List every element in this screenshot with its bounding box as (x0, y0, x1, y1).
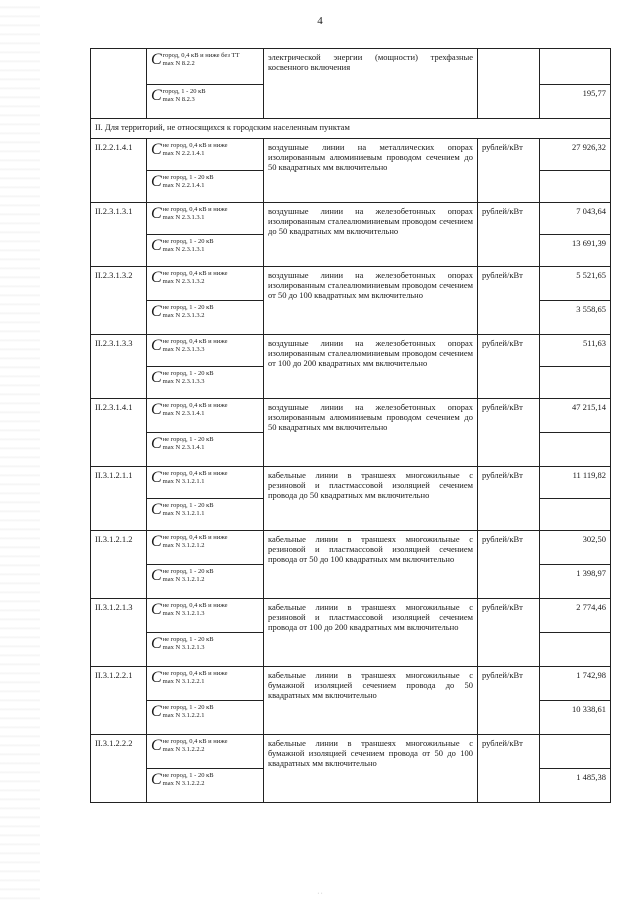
symbol-c: C (151, 369, 162, 386)
symbol-c: C (151, 303, 162, 320)
tariff-symbol-cell (147, 667, 264, 701)
tariff-table (90, 48, 611, 803)
symbol-c: C (151, 501, 162, 518)
tariff-symbol (151, 402, 259, 418)
tariff-symbol-cell (147, 735, 264, 769)
symbol-c: C (151, 87, 162, 104)
unit-cell: рублей/кВт (478, 335, 540, 399)
symbol-superscript: не город, 1 - 20 кВ (162, 238, 214, 245)
description-cell: электрической энергии (мощности) трехфазные косвенного включения (264, 49, 478, 119)
tariff-symbol-cell (147, 769, 264, 803)
symbol-c: C (151, 337, 162, 354)
table-row (91, 203, 611, 235)
tariff-symbol (151, 704, 259, 720)
unit-cell: рублей/кВт (478, 203, 540, 267)
unit-cell: рублей/кВт (478, 735, 540, 803)
tariff-value (540, 49, 611, 85)
tariff-symbol-cell (147, 499, 264, 531)
table-row (91, 399, 611, 433)
table-row (91, 49, 611, 85)
description-cell: кабельные линии в траншеях многожильные с резиновой и пластмассовой изоляцией сечением провода от 100 до 200 квадратных мм включительно (264, 599, 478, 667)
table-row (91, 335, 611, 367)
symbol-subscript: max N 3.1.2.2.1 (162, 678, 205, 685)
symbol-c: C (151, 703, 162, 720)
code-cell: II.2.3.1.3.3 (91, 335, 147, 399)
table-row (91, 531, 611, 565)
table-row (91, 267, 611, 301)
symbol-subscript: max N 8.2.2 (162, 60, 195, 67)
symbol-superscript: не город, 1 - 20 кВ (162, 568, 214, 575)
tariff-symbol (151, 142, 259, 158)
table-row (91, 735, 611, 769)
symbol-c: C (151, 435, 162, 452)
table-row (91, 139, 611, 171)
unit-cell (478, 49, 540, 119)
tariff-value: 195,77 (540, 85, 611, 119)
tariff-symbol (151, 52, 259, 68)
symbol-subscript: max N 3.1.2.1.3 (162, 644, 205, 651)
symbol-subscript: max N 3.1.2.1.2 (162, 576, 205, 583)
symbol-c: C (151, 469, 162, 486)
symbol-c: C (151, 669, 162, 686)
symbol-superscript: не город, 0,4 кВ и ниже (162, 670, 228, 677)
symbol-subscript: max N 8.2.3 (162, 96, 195, 103)
description-cell: кабельные линии в траншеях многожильные с резиновой и пластмассовой изоляцией сечением провода до 50 квадратных мм включительно (264, 467, 478, 531)
tariff-symbol (151, 370, 259, 386)
code-cell: II.3.1.2.1.3 (91, 599, 147, 667)
tariff-symbol (151, 772, 259, 788)
symbol-c: C (151, 737, 162, 754)
tariff-symbol (151, 270, 259, 286)
symbol-superscript: город, 1 - 20 кВ (162, 88, 206, 95)
symbol-c: C (151, 601, 162, 618)
symbol-subscript: max N 3.1.2.1.1 (162, 478, 205, 485)
tariff-symbol-cell (147, 633, 264, 667)
section-title: II. Для территорий, не относящихся к городским населенным пунктам (91, 119, 611, 139)
symbol-subscript: max N 2.3.1.4.1 (162, 410, 205, 417)
code-cell (91, 49, 147, 119)
description-cell: воздушные линии на железобетонных опорах изолированным алюминиевым проводом сечением до 50 квадратных мм включительно (264, 399, 478, 467)
code-cell: II.3.1.2.1.1 (91, 467, 147, 531)
symbol-c: C (151, 141, 162, 158)
symbol-superscript: не город, 0,4 кВ и ниже (162, 206, 228, 213)
unit-cell: рублей/кВт (478, 139, 540, 203)
unit-cell: рублей/кВт (478, 531, 540, 599)
tariff-symbol (151, 238, 259, 254)
code-cell: II.2.3.1.3.2 (91, 267, 147, 335)
symbol-subscript: max N 2.3.1.3.1 (162, 246, 205, 253)
tariff-symbol (151, 602, 259, 618)
symbol-superscript: не город, 0,4 кВ и ниже (162, 534, 228, 541)
symbol-superscript: не город, 1 - 20 кВ (162, 174, 214, 181)
tariff-symbol (151, 636, 259, 652)
symbol-c: C (151, 237, 162, 254)
tariff-symbol-cell (147, 85, 264, 119)
symbol-superscript: не город, 0,4 кВ и ниже (162, 338, 228, 345)
tariff-value: 511,63 (540, 335, 611, 367)
code-cell: II.3.1.2.2.1 (91, 667, 147, 735)
tariff-symbol-cell (147, 433, 264, 467)
tariff-symbol-cell (147, 203, 264, 235)
symbol-subscript: max N 2.3.1.3.3 (162, 346, 205, 353)
symbol-superscript: город, 0,4 кВ и ниже без ТТ (162, 52, 240, 59)
tariff-value: 27 926,32 (540, 139, 611, 171)
tariff-value: 1 398,97 (540, 565, 611, 599)
tariff-value: 7 043,64 (540, 203, 611, 235)
symbol-c: C (151, 401, 162, 418)
tariff-value: 1 485,38 (540, 769, 611, 803)
tariff-symbol (151, 88, 259, 104)
tariff-value: 3 558,65 (540, 301, 611, 335)
symbol-c: C (151, 635, 162, 652)
symbol-subscript: max N 2.3.1.3.1 (162, 214, 205, 221)
symbol-c: C (151, 771, 162, 788)
tariff-value: 1 742,98 (540, 667, 611, 701)
tariff-value: 302,50 (540, 531, 611, 565)
tariff-symbol-cell (147, 301, 264, 335)
tariff-symbol (151, 174, 259, 190)
symbol-superscript: не город, 0,4 кВ и ниже (162, 602, 228, 609)
tariff-value: 2 774,46 (540, 599, 611, 633)
tariff-symbol (151, 304, 259, 320)
symbol-superscript: не город, 1 - 20 кВ (162, 636, 214, 643)
tariff-symbol (151, 470, 259, 486)
symbol-subscript: max N 2.3.1.3.3 (162, 378, 205, 385)
code-cell: II.2.3.1.3.1 (91, 203, 147, 267)
symbol-superscript: не город, 0,4 кВ и ниже (162, 402, 228, 409)
symbol-c: C (151, 269, 162, 286)
description-cell: воздушные линии на металлических опорах изолированным алюминиевым проводом сечением до 50 квадратных мм включительно (264, 139, 478, 203)
symbol-superscript: не город, 1 - 20 кВ (162, 772, 214, 779)
symbol-c: C (151, 205, 162, 222)
tariff-value (540, 499, 611, 531)
description-cell: кабельные линии в траншеях многожильные с бумажной изоляцией сечением провода до 50 квадратных мм включительно (264, 667, 478, 735)
description-cell: кабельные линии в траншеях многожильные с бумажной изоляцией сечением провода от 50 до 100 квадратных мм включительно (264, 735, 478, 803)
tariff-value: 13 691,39 (540, 235, 611, 267)
code-cell: II.3.1.2.2.2 (91, 735, 147, 803)
tariff-value (540, 433, 611, 467)
symbol-subscript: max N 3.1.2.2.1 (162, 712, 205, 719)
symbol-superscript: не город, 1 - 20 кВ (162, 704, 214, 711)
tariff-symbol (151, 670, 259, 686)
symbol-subscript: max N 3.1.2.2.2 (162, 780, 205, 787)
tariff-symbol-cell (147, 335, 264, 367)
symbol-c: C (151, 533, 162, 550)
symbol-subscript: max N 2.3.1.4.1 (162, 444, 205, 451)
symbol-c: C (151, 567, 162, 584)
tariff-symbol (151, 338, 259, 354)
tariff-symbol-cell (147, 467, 264, 499)
table-row (91, 467, 611, 499)
tariff-symbol (151, 738, 259, 754)
symbol-subscript: max N 2.2.1.4.1 (162, 150, 205, 157)
table-row (91, 667, 611, 701)
tariff-symbol-cell (147, 235, 264, 267)
tariff-symbol (151, 206, 259, 222)
symbol-subscript: max N 3.1.2.2.2 (162, 746, 205, 753)
tariff-symbol (151, 502, 259, 518)
symbol-c: C (151, 51, 162, 68)
unit-cell: рублей/кВт (478, 599, 540, 667)
scan-footer-mark: · · (317, 891, 323, 897)
unit-cell: рублей/кВт (478, 667, 540, 735)
symbol-superscript: не город, 0,4 кВ и ниже (162, 142, 228, 149)
symbol-subscript: max N 2.3.1.3.2 (162, 312, 205, 319)
tariff-symbol-cell (147, 701, 264, 735)
symbol-superscript: не город, 1 - 20 кВ (162, 304, 214, 311)
symbol-subscript: max N 3.1.2.1.2 (162, 542, 205, 549)
tariff-symbol-cell (147, 171, 264, 203)
symbol-superscript: не город, 1 - 20 кВ (162, 436, 214, 443)
tariff-value (540, 735, 611, 769)
symbol-subscript: max N 2.3.1.3.2 (162, 278, 205, 285)
tariff-symbol-cell (147, 565, 264, 599)
tariff-symbol (151, 568, 259, 584)
symbol-c: C (151, 173, 162, 190)
tariff-symbol-cell (147, 399, 264, 433)
code-cell: II.3.1.2.1.2 (91, 531, 147, 599)
code-cell: II.2.3.1.4.1 (91, 399, 147, 467)
tariff-value: 10 338,61 (540, 701, 611, 735)
tariff-symbol-cell (147, 367, 264, 399)
tariff-value: 5 521,65 (540, 267, 611, 301)
table-row (91, 599, 611, 633)
tariff-symbol-cell (147, 49, 264, 85)
description-cell: воздушные линии на железобетонных опорах изолированным сталеалюминиевым проводом сечением от 100 до 200 квадратных мм включительно (264, 335, 478, 399)
symbol-subscript: max N 3.1.2.1.3 (162, 610, 205, 617)
tariff-value (540, 633, 611, 667)
tariff-symbol-cell (147, 531, 264, 565)
unit-cell: рублей/кВт (478, 267, 540, 335)
tariff-value (540, 171, 611, 203)
symbol-superscript: не город, 1 - 20 кВ (162, 370, 214, 377)
tariff-value (540, 367, 611, 399)
scan-edge-artifact (0, 0, 40, 905)
tariff-value: 47 215,14 (540, 399, 611, 433)
tariff-value: 11 119,82 (540, 467, 611, 499)
symbol-subscript: max N 3.1.2.1.1 (162, 510, 205, 517)
symbol-superscript: не город, 1 - 20 кВ (162, 502, 214, 509)
symbol-subscript: max N 2.2.1.4.1 (162, 182, 205, 189)
unit-cell: рублей/кВт (478, 467, 540, 531)
description-cell: воздушные линии на железобетонных опорах изолированным сталеалюминиевым проводом сечением от 50 до 100 квадратных мм включительно (264, 267, 478, 335)
section-header-row (91, 119, 611, 139)
code-cell: II.2.2.1.4.1 (91, 139, 147, 203)
symbol-superscript: не город, 0,4 кВ и ниже (162, 738, 228, 745)
page-number: 4 (317, 15, 323, 27)
description-cell: кабельные линии в траншеях многожильные с резиновой и пластмассовой изоляцией сечением провода от 50 до 100 квадратных мм включительно (264, 531, 478, 599)
tariff-symbol-cell (147, 599, 264, 633)
symbol-superscript: не город, 0,4 кВ и ниже (162, 470, 228, 477)
symbol-superscript: не город, 0,4 кВ и ниже (162, 270, 228, 277)
tariff-symbol-cell (147, 139, 264, 171)
tariff-symbol (151, 534, 259, 550)
description-cell: воздушные линии на железобетонных опорах изолированным сталеалюминиевым проводом сечением до 50 квадратных мм включительно (264, 203, 478, 267)
unit-cell: рублей/кВт (478, 399, 540, 467)
tariff-symbol (151, 436, 259, 452)
tariff-symbol-cell (147, 267, 264, 301)
